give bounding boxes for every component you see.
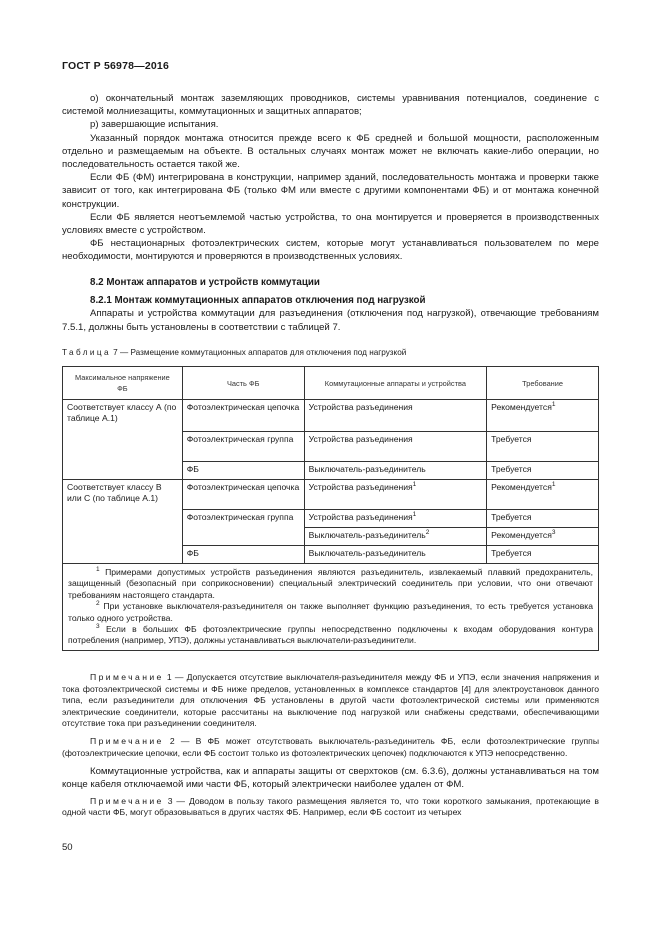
table-cell: Устройства разъединения$^1$ [304,510,487,528]
table-cell: Выключатель-разъединитель$^2$ [304,528,487,546]
section-8-2 [62,276,599,334]
note-2: Примечание 2 — В ФБ может отсутствовать выключатель-разъединитель ФБ, если фотоэлектрические группы (фотоэлектрические цепочки, если ФБ состоит только из фотоэлектрических цепочек) подключаются к УПЭ непосредственно. [62,735,599,758]
paragraph: Если ФБ (ФМ) интегрирована в конструкции, например зданий, последовательность монтажа и проверки также зависит от того, как интегрирована ФБ (только ФМ или вместе с другими компонентами ФБ) и от монтажа конечной конструкции. [62,172,599,210]
table-cell: ФБ [182,546,304,564]
table-cell: Фотоэлектрическая цепочка [182,400,304,432]
table-footnotes-row [63,564,599,651]
table-cell: Рекомендуется$^1$ [487,400,599,432]
table-7 [62,366,599,651]
table-cell: Требуется [487,462,599,480]
table-row [63,480,599,510]
header-cell: Максимальное напряжение ФБ [63,367,183,400]
table-caption: Таблица 7 — Размещение коммутационных аппаратов для отключения под нагрузкой [62,348,407,357]
table-cell: Устройства разъединения [304,432,487,462]
document-header: ГОСТ Р 56978—2016 [62,60,170,72]
paragraph: Если ФБ является неотъемлемой частью устройства, то она монтируется и проверяется в производственных условиях вместе с устройством. [62,211,599,237]
table-cell: ФБ [182,462,304,480]
subsection-heading: 8.2.1 Монтаж коммутационных аппаратов отключения под нагрузкой [90,295,426,307]
header-cell: Часть ФБ [182,367,304,400]
table-row [63,400,599,432]
table-7-wrapper [62,366,599,651]
table-cell: Рекомендуется$^1$ [487,480,599,510]
table-header-row [63,367,599,400]
table-cell: Рекомендуется$^3$ [487,528,599,546]
table-cell: Выключатель-разъединитель [304,462,487,480]
table-cell: Фотоэлектрическая группа [182,432,304,462]
paragraph: р) завершающие испытания. [90,119,219,131]
table-cell: Устройства разъединения [304,400,487,432]
table-cell: Требуется [487,546,599,564]
page-number: 50 [62,842,73,853]
table-cell: Соответствует классу А (по таблице А.1) [63,400,183,480]
note-1: Примечание 1 — Допускается отсутствие выключателя-разъединителя между ФБ и УПЭ, если значения напряжения и тока фотоэлектрической системы и ФБ ниже пределов, установленных в комплексе стандартов [4] для электроустановок данного типа, если разъединители для отключения ФБ установлены в другой части фотоэлектрической системы или применяются электрические соединители, которые рассчитаны на выключение под нагрузкой или снабжены средствами, обеспечивающими отсутствие тока при разъединении соединителя. [62,672,599,729]
paragraph: ФБ нестационарных фотоэлектрических систем, которые могут устанавливаться пользователем по мере необходимости, монтируются и проверяются в производственных условиях. [62,238,599,263]
table-cell: Выключатель-разъединитель [304,546,487,564]
header-cell: Коммутационные аппараты и устройства [304,367,487,400]
paragraph: Аппараты и устройства коммутации для разъединения (отключения под нагрузкой), отвечающие требованиям 7.5.1, должны быть установлены в соответствии с таблицей 7. [62,308,599,333]
note-3: Примечание 3 — Доводом в пользу такого размещения является то, что токи короткого замыкания, протекающие в одной части ФБ, могут образовываться в других частях ФБ. Например, если ФБ состоит из четырех [62,795,599,818]
table-cell: Требуется [487,510,599,528]
table-cell: Фотоэлектрическая группа [182,510,304,546]
footnote: $^2$ При установке выключателя-разъединителя он также выполняет функцию разъединения, то есть требуется установка только одного устройства. [68,600,594,623]
paragraph: о) окончательный монтаж заземляющих проводников, системы уравнивания потенциалов, соединение с системой молниезащиты, коммутационных и защитных аппаратов; [62,93,599,118]
footnote: $^1$ Примерами допустимых устройств разъединения являются разъединитель, извлекаемый плавкий предохранитель, защищенный (безопасный при соприкосновении) специальный электрический соединитель при условии, что они отвечают требованиям настоящего стандарта. [68,566,594,600]
table-cell: Фотоэлектрическая цепочка [182,480,304,510]
table-7-block [62,346,599,359]
table-cell: Устройства разъединения$^1$ [304,480,487,510]
table-cell: Требуется [487,432,599,462]
table-cell: Соответствует классу В или С (по таблице А.1) [63,480,183,564]
notes-block [62,672,599,819]
section-heading: 8.2 Монтаж аппаратов и устройств коммутации [90,277,320,288]
paragraph: Указанный порядок монтажа относится прежде всего к ФБ средней и большой мощности, расположенным отдельно и размещаемым на объекте. В остальных случаях монтаж может не включать какие-либо операции, но последовательность остается такой же. [62,132,599,171]
footnote: $^3$ Если в больших ФБ фотоэлектрические группы непосредственно подключены к входам оборудования контура потребления (например, УПЭ), должны устанавливаться выключатели-разъединители. [68,623,594,646]
paragraph: Коммутационные устройства, как и аппараты защиты от сверхтоков (см. 6.3.6), должны устанавливаться на том конце кабеля отключаемой ими части ФБ, который электрически наиболее удален от ФМ. [62,766,599,791]
header-cell: Требование [487,367,599,400]
intro-text [62,92,599,264]
table-footnotes [63,564,599,651]
